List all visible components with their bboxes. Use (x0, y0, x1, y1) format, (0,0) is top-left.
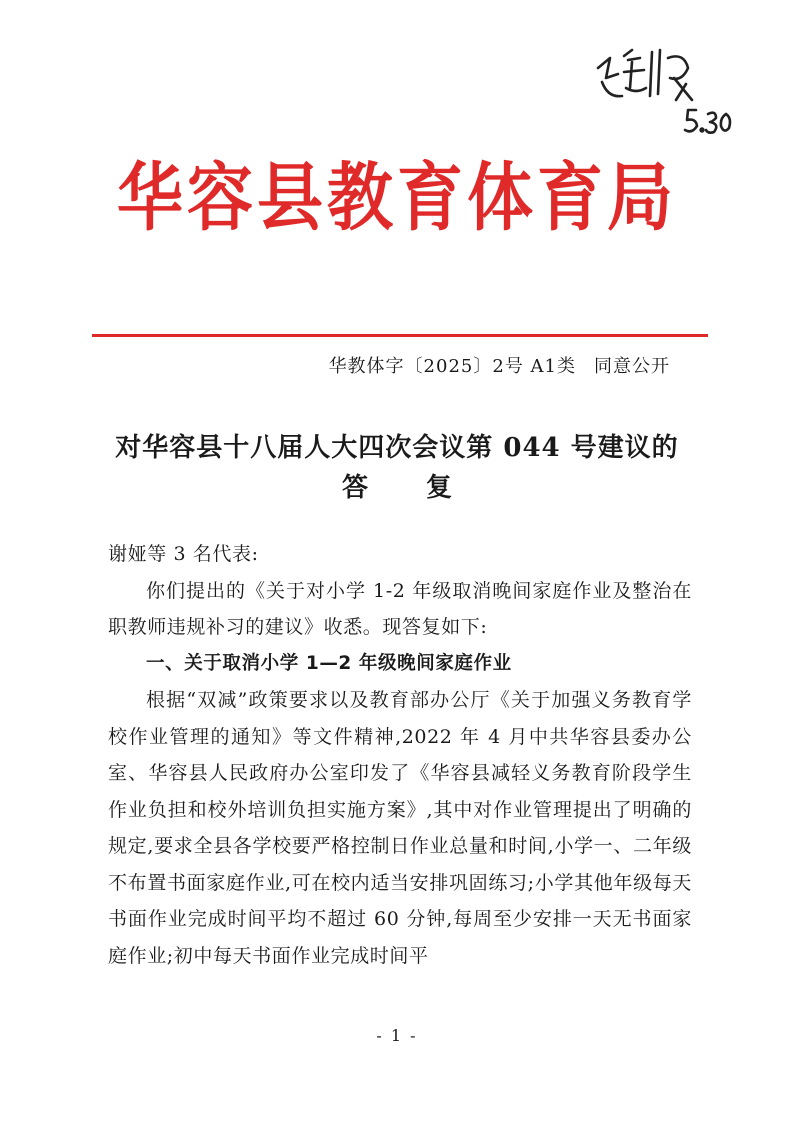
disclosure-status: 同意公开 (594, 356, 670, 377)
section1-heading: 一、关于取消小学 1—2 年级晚间家庭作业 (146, 652, 512, 674)
handwritten-receipt-mark (588, 38, 738, 138)
section1-paragraph: 根据“双减”政策要求以及教育部办公厅《关于加强义务教育学校作业管理的通知》等文件精神,2022 年 4 月中共华容县委办公室、华容县人民政府办公室印发了《华容县减轻义务教育阶段学生作业负担和校外培训负担实施方案》,其中对作业管理提出了明确的规定,要求全县各学校要严格控制日作业总量和时间,小学一、二年级不布置书面家庭作业,可在校内适当安排巩固练习;小学其他年级每天书面作业完成时间平均不超过 60 分钟,每周至少安排一天无书面家庭作业;初中每天书面作业完成时间平 (108, 689, 692, 967)
intro-paragraph: 你们提出的《关于对小学 1-2 年级取消晚间家庭作业及整治在职教师违规补习的建议》收悉。现答复如下: (108, 579, 692, 638)
document-number: 华教体字〔2025〕2号 A1类 (328, 356, 576, 377)
document-body (108, 536, 692, 974)
agency-letterhead-title: 华容县教育体育局 (117, 154, 677, 242)
reply-title (0, 428, 794, 508)
reply-title-line1: 对华容县十八届人大四次会议第 044 号建议的 (115, 433, 679, 463)
handwritten-signature-drawing (588, 38, 738, 138)
salutation: 谢娅等 3 名代表: (108, 543, 259, 565)
letterhead-red-divider (92, 334, 708, 337)
reply-title-line2: 答复 (341, 473, 510, 503)
page-number: - 1 - (376, 1026, 418, 1045)
document-reference (329, 352, 670, 378)
